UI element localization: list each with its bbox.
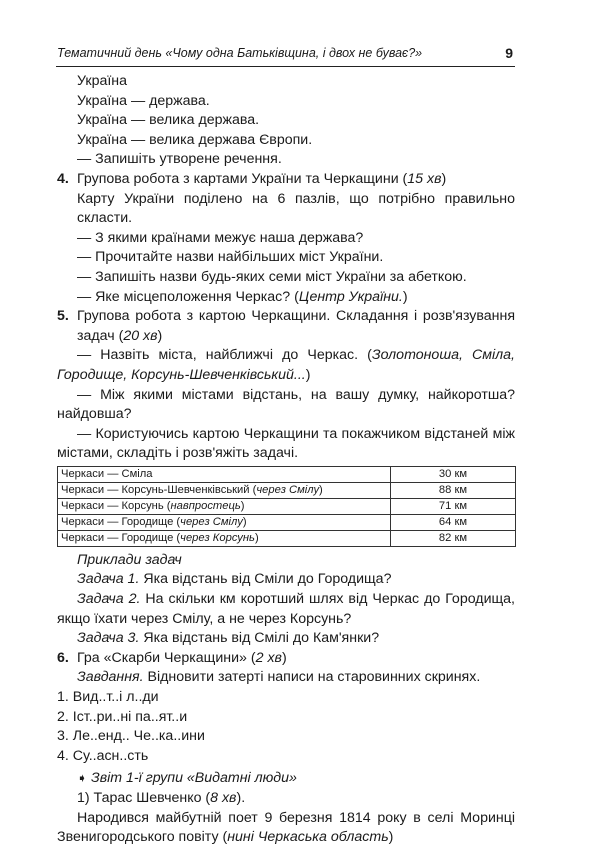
q1-text: — Назвіть міста, найближчі до Черкас. ( [77,347,372,364]
route-cell: Черкаси — Городище (через Смілу) [58,514,391,530]
task5-heading [57,307,515,346]
page-body [57,72,515,848]
route-cell: Черкаси — Корсунь (навпростець) [58,498,391,514]
task6-title: Гра «Скарби Черкащини» ( [77,649,256,666]
header-title: Тематичний день «Чому одна Батьківщина, і двох не буває?» [57,46,423,60]
location-question: — Яке місцеположення Черкас? ( [77,288,299,305]
arrow-icon: ➧ [77,771,88,786]
route-cell: Черкаси — Сміла [58,466,391,482]
list-item: 2. Іст..ри..ні па..ят..и [57,708,188,725]
task6-number: 6. [57,649,69,666]
task4-question: — Запишіть назви будь-яких семи міст України за абеткою. [77,268,467,285]
task6-heading [57,649,515,669]
km-cell: 88 км [391,482,516,498]
report-text-close: ) [388,829,394,846]
report-title: Звіт 1-ї групи «Видатні люди» [91,770,297,787]
task4-location-question [57,288,515,308]
task4-heading [57,170,515,190]
q1-answer: Золотоноша, Сміла, Городище, Корсунь-Шевченківський... [57,347,515,383]
assignment-label: Завдання. [77,669,144,686]
intro-line: Україна — велика держава Європи. [77,131,313,148]
km-cell: 71 км [391,498,516,514]
example-label: Задача 2. [77,591,141,608]
task5-question-2: — Між якими містами відстань, на вашу думку, найкоротша? найдовша? [57,386,515,423]
distance-table [57,466,516,547]
task4-number: 4. [57,170,69,187]
report-text [57,809,515,848]
task5-question-3: — Користуючись картою Черкащини та покажчиком відстаней між містами, складіть і розв'яжіть задачі. [57,425,515,462]
task5-close: ) [157,327,163,344]
report-sub: 1) Тарас Шевченко ( [77,790,211,806]
page-number: 9 [505,45,513,61]
task6-assignment [57,668,515,688]
task5-number: 5. [57,308,69,325]
km-cell: 30 км [391,466,516,482]
header-rule [56,66,515,67]
table-row [58,466,516,482]
running-header [57,46,513,66]
task4-time: 15 хв [407,170,442,187]
table-row [58,514,516,530]
route-cell: Черкаси — Городище (через Корсунь) [58,530,391,546]
example-task-2 [57,590,515,629]
task6-time: 2 хв [255,649,282,666]
table-row [58,482,516,498]
task5-title: Групова робота з картою Черкащини. Складання і розв'язування задач ( [77,308,515,344]
route-cell: Черкаси — Корсунь-Шевченківський (через Смілу) [58,482,391,498]
intro-line: Україна [77,73,128,89]
example-text: На скільки км коротший шлях від Черкас до Городища, якщо їхати через Смілу, а не через Корсунь? [57,591,515,627]
task6-close: ) [281,649,287,666]
assignment-text: Відновити затерті написи на старовинних скринях. [147,669,481,686]
task5-question-1 [57,346,515,385]
report-sub-time: 8 хв [210,790,237,806]
table-row [58,530,516,546]
q1-close: ) [305,366,311,383]
task5-time: 20 хв [123,327,158,344]
report-text-main: Народився майбутній поет 9 березня 1814 року в селі Моринці Звенигородського повіту ( [57,809,515,846]
list-item: 4. Су..асн..сть [57,747,149,764]
report-heading [57,769,515,789]
intro-line: — Запишіть утворене речення. [77,151,282,168]
example-task-1 [57,570,515,590]
example-label: Задача 3. [77,630,140,647]
example-task-3 [57,629,515,649]
task4-question: — Прочитайте назви найбільших міст України. [77,249,384,266]
task4-text: Карту України поділено на 6 пазлів, що потрібно правильно скласти. [77,190,515,227]
list-item: 1. Вид..т..і л..ди [57,689,159,706]
location-answer: Центр України. [298,288,403,305]
list-item: 3. Ле..енд.. Че..ка..ини [57,728,205,745]
report-subheading [57,789,515,809]
table-row [58,498,516,514]
task4-close: ) [441,170,447,187]
km-cell: 64 км [391,514,516,530]
location-close: ) [402,288,408,305]
intro-line: Україна — держава. [77,92,210,109]
example-text: Яка відстань від Смілі до Кам'янки? [143,630,380,647]
km-cell: 82 км [391,530,516,546]
examples-heading: Приклади задач [77,551,182,568]
report-text-italic: нині Черкаська область [227,829,389,846]
example-text: Яка відстань від Сміли до Городища? [143,571,392,588]
intro-line: Україна — велика держава. [77,112,260,129]
task4-title: Групова робота з картами України та Черкащини ( [77,170,408,187]
report-sub-close: ). [236,790,246,806]
task4-question: — З якими країнами межує наша держава? [77,229,364,246]
example-label: Задача 1. [77,571,140,588]
intro-block [57,72,515,170]
